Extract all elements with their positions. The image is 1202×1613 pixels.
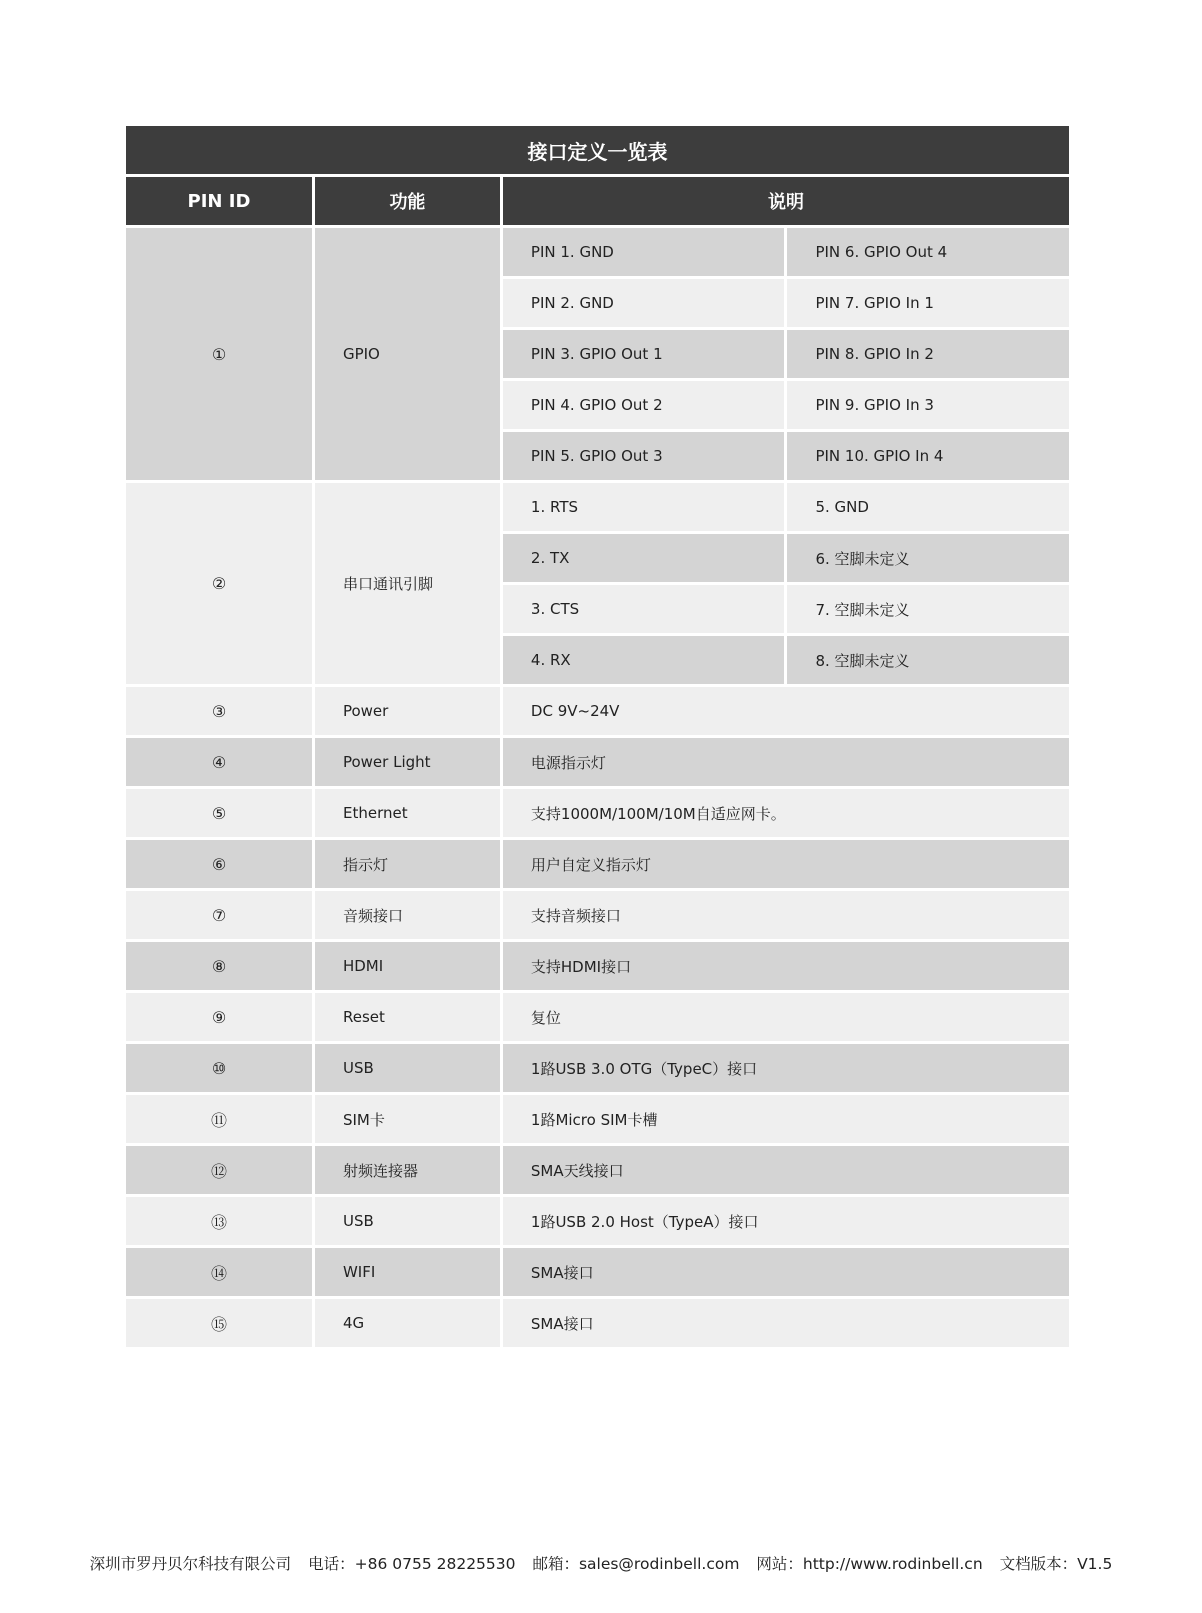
serial-pin-cell: 2. TX	[503, 534, 785, 582]
row-function: HDMI	[315, 942, 500, 990]
row-function: WIFI	[315, 1248, 500, 1296]
footer-email: 邮箱：sales@rodinbell.com	[532, 1555, 740, 1573]
row-description: 电源指示灯	[503, 738, 1069, 786]
serial-id: ②	[126, 483, 312, 684]
table-row	[126, 942, 1069, 990]
row-description: 支持音频接口	[503, 891, 1069, 939]
gpio-pin-cell: PIN 1. GND	[503, 228, 785, 276]
row-id: ⑨	[126, 993, 312, 1041]
row-id: ⑭	[126, 1248, 312, 1296]
gpio-pin-cell: PIN 8. GPIO In 2	[787, 330, 1069, 378]
table-row	[126, 1044, 1069, 1092]
gpio-pin-cell: PIN 3. GPIO Out 1	[503, 330, 785, 378]
interface-definition-table	[123, 123, 1072, 1350]
header-pin-id: PIN ID	[126, 177, 312, 225]
row-id: ⑤	[126, 789, 312, 837]
row-id: ⑪	[126, 1095, 312, 1143]
row-id: ⑫	[126, 1146, 312, 1194]
row-description: 支持1000M/100M/10M自适应网卡。	[503, 789, 1069, 837]
gpio-pin-cell: PIN 2. GND	[503, 279, 785, 327]
gpio-id: ①	[126, 228, 312, 480]
header-function: 功能	[315, 177, 500, 225]
row-id: ⑩	[126, 1044, 312, 1092]
serial-pin-cell: 3. CTS	[503, 585, 785, 633]
row-function: 音频接口	[315, 891, 500, 939]
serial-pin-cell: 5. GND	[787, 483, 1069, 531]
row-description: 1路USB 3.0 OTG（TypeC）接口	[503, 1044, 1069, 1092]
table-row	[126, 1197, 1069, 1245]
row-function: Reset	[315, 993, 500, 1041]
table-row	[126, 1095, 1069, 1143]
footer-phone: 电话：+86 0755 28225530	[308, 1555, 516, 1573]
gpio-function: GPIO	[315, 228, 500, 480]
table-title: 接口定义一览表	[126, 126, 1069, 174]
row-description: DC 9V~24V	[503, 687, 1069, 735]
serial-pin-cell: 7. 空脚未定义	[787, 585, 1069, 633]
table-row	[126, 738, 1069, 786]
row-function: USB	[315, 1197, 500, 1245]
row-function: 指示灯	[315, 840, 500, 888]
row-id: ③	[126, 687, 312, 735]
table-row	[126, 789, 1069, 837]
row-id: ⑦	[126, 891, 312, 939]
table-row	[126, 1248, 1069, 1296]
row-description: SMA天线接口	[503, 1146, 1069, 1194]
row-description: 1路USB 2.0 Host（TypeA）接口	[503, 1197, 1069, 1245]
footer-website: 网站：http://www.rodinbell.cn	[756, 1555, 983, 1573]
header-description: 说明	[503, 177, 1069, 225]
row-id: ⑧	[126, 942, 312, 990]
row-function: 射频连接器	[315, 1146, 500, 1194]
row-function: Ethernet	[315, 789, 500, 837]
row-id: ⑥	[126, 840, 312, 888]
row-function: SIM卡	[315, 1095, 500, 1143]
gpio-pin-cell: PIN 9. GPIO In 3	[787, 381, 1069, 429]
row-description: 用户自定义指示灯	[503, 840, 1069, 888]
page-footer	[0, 1552, 1202, 1574]
gpio-pin-cell: PIN 10. GPIO In 4	[787, 432, 1069, 480]
row-id: ④	[126, 738, 312, 786]
serial-pin-cell: 6. 空脚未定义	[787, 534, 1069, 582]
footer-company: 深圳市罗丹贝尔科技有限公司	[89, 1555, 292, 1573]
row-function: USB	[315, 1044, 500, 1092]
table-row	[126, 1299, 1069, 1347]
serial-function: 串口通讯引脚	[315, 483, 500, 684]
footer-version: 文档版本：V1.5	[999, 1555, 1113, 1573]
row-description: 复位	[503, 993, 1069, 1041]
row-function: 4G	[315, 1299, 500, 1347]
row-id: ⑮	[126, 1299, 312, 1347]
row-function: Power	[315, 687, 500, 735]
row-description: 1路Micro SIM卡槽	[503, 1095, 1069, 1143]
table-row	[126, 840, 1069, 888]
table-row	[126, 891, 1069, 939]
gpio-pin-cell: PIN 5. GPIO Out 3	[503, 432, 785, 480]
row-description: 支持HDMI接口	[503, 942, 1069, 990]
row-description: SMA接口	[503, 1299, 1069, 1347]
serial-pin-cell: 8. 空脚未定义	[787, 636, 1069, 684]
row-function: Power Light	[315, 738, 500, 786]
gpio-pin-cell: PIN 4. GPIO Out 2	[503, 381, 785, 429]
row-description: SMA接口	[503, 1248, 1069, 1296]
gpio-pin-cell: PIN 6. GPIO Out 4	[787, 228, 1069, 276]
serial-pin-cell: 1. RTS	[503, 483, 785, 531]
table-row	[126, 1146, 1069, 1194]
row-id: ⑬	[126, 1197, 312, 1245]
gpio-pin-cell: PIN 7. GPIO In 1	[787, 279, 1069, 327]
table-row	[126, 993, 1069, 1041]
serial-pin-cell: 4. RX	[503, 636, 785, 684]
table-row	[126, 687, 1069, 735]
